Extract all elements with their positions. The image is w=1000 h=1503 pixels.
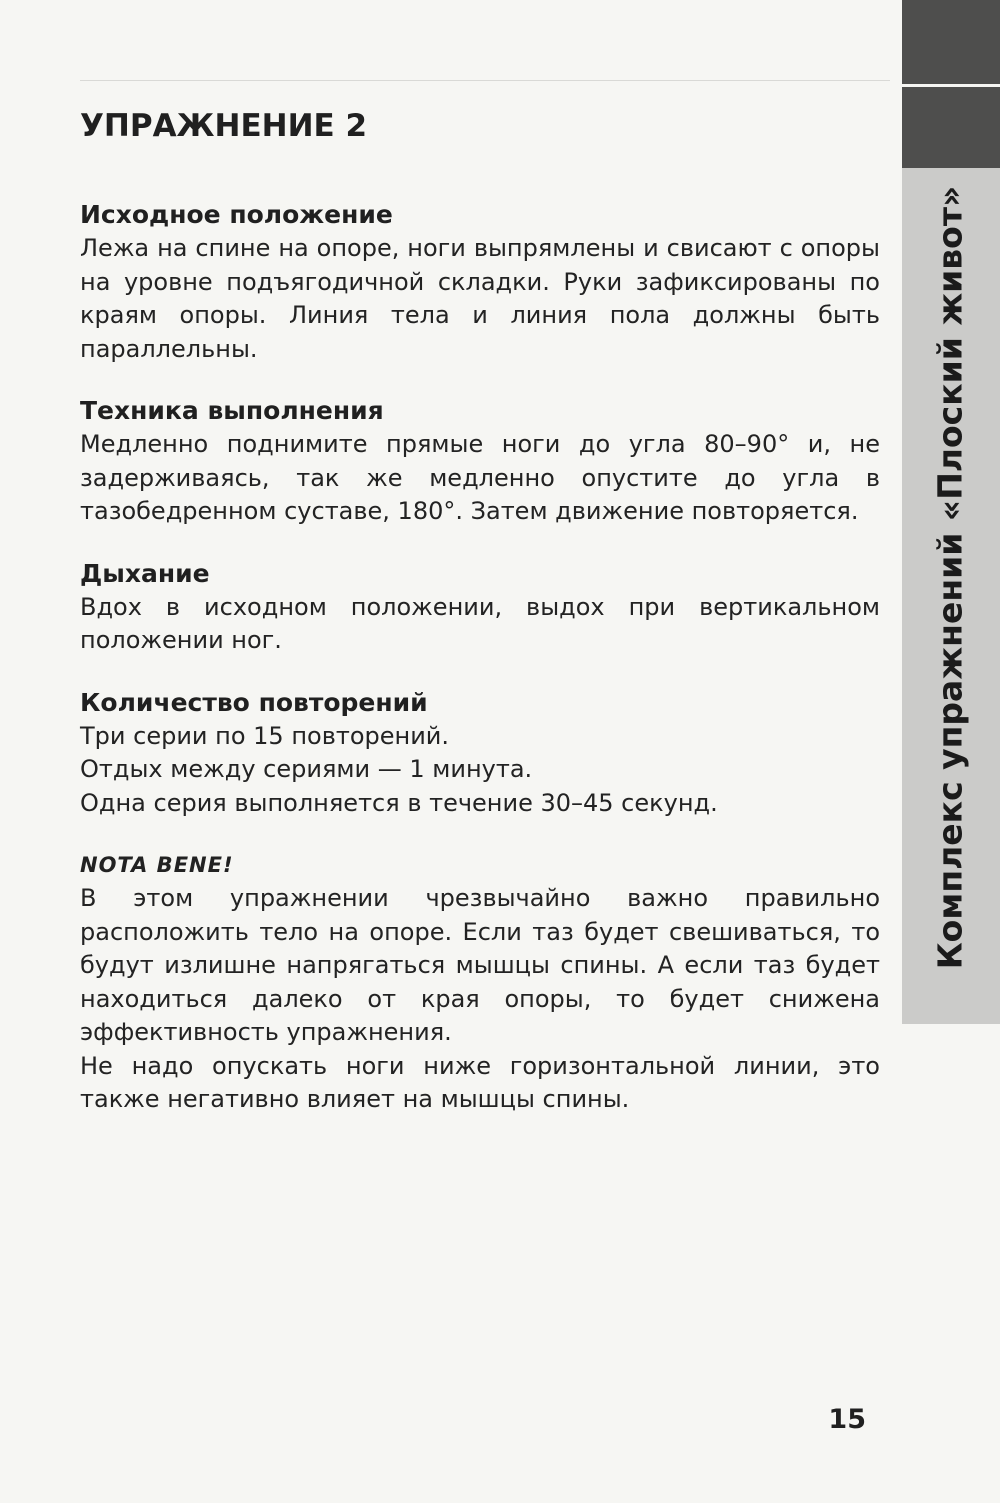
nota-bene-paragraph: Не надо опускать ноги ниже горизонтальной линии, это также негативно влияет на мышцы спины. — [80, 1051, 880, 1113]
section-paragraph: Одна серия выполняется в течение 30–45 секунд. — [80, 788, 718, 817]
section-nota-bene — [80, 848, 880, 1117]
nota-bene-label: NOTA BENE! — [80, 853, 234, 877]
chapter-side-tab-divider — [902, 84, 1000, 87]
section-breathing — [80, 557, 880, 658]
chapter-side-tab-label-container — [904, 182, 996, 972]
section-heading: Техника выполнения — [80, 396, 384, 425]
page-content — [80, 104, 880, 1145]
section-heading: Дыхание — [80, 558, 210, 588]
section-paragraph: Три серии по 15 повторений. — [80, 721, 450, 750]
exercise-title: УПРАЖНЕНИЕ 2 — [80, 108, 368, 144]
chapter-side-tab-label: Комплекс упражнений «Плоский живот» — [930, 185, 970, 969]
section-paragraph: Лежа на спине на опоре, ноги выпрямлены и свисают с опоры на уровне подъягодичной складки. Руки зафиксированы по краям опоры. Линия тела и линия пола должны быть параллельны. — [80, 234, 880, 363]
section-paragraph: Вдох в исходном положении, выдох при вертикальном положении ног. — [80, 592, 880, 654]
nota-bene-paragraph: В этом упражнении чрезвычайно важно правильно расположить тело на опоре. Если таз будет свешиваться, то будут излишне напрягаться мышцы спины. А если таз будет находиться далеко от края опоры, то будет снижена эффективность упражнения. — [80, 884, 880, 1046]
section-heading: Количество повторений — [80, 687, 428, 717]
top-rule — [80, 80, 890, 81]
section-paragraph: Медленно поднимите прямые ноги до угла 80–90° и, не задерживаясь, так же медленно опустите до угла в тазобедренном суставе, 180°. Затем движение повторяется. — [80, 430, 880, 525]
section-repetitions — [80, 686, 880, 821]
section-starting-position — [80, 198, 880, 366]
page-number: 15 — [828, 1404, 866, 1435]
section-technique — [80, 394, 880, 529]
section-heading: Исходное положение — [80, 200, 393, 229]
section-paragraph: Отдых между сериями — 1 минута. — [80, 755, 533, 783]
